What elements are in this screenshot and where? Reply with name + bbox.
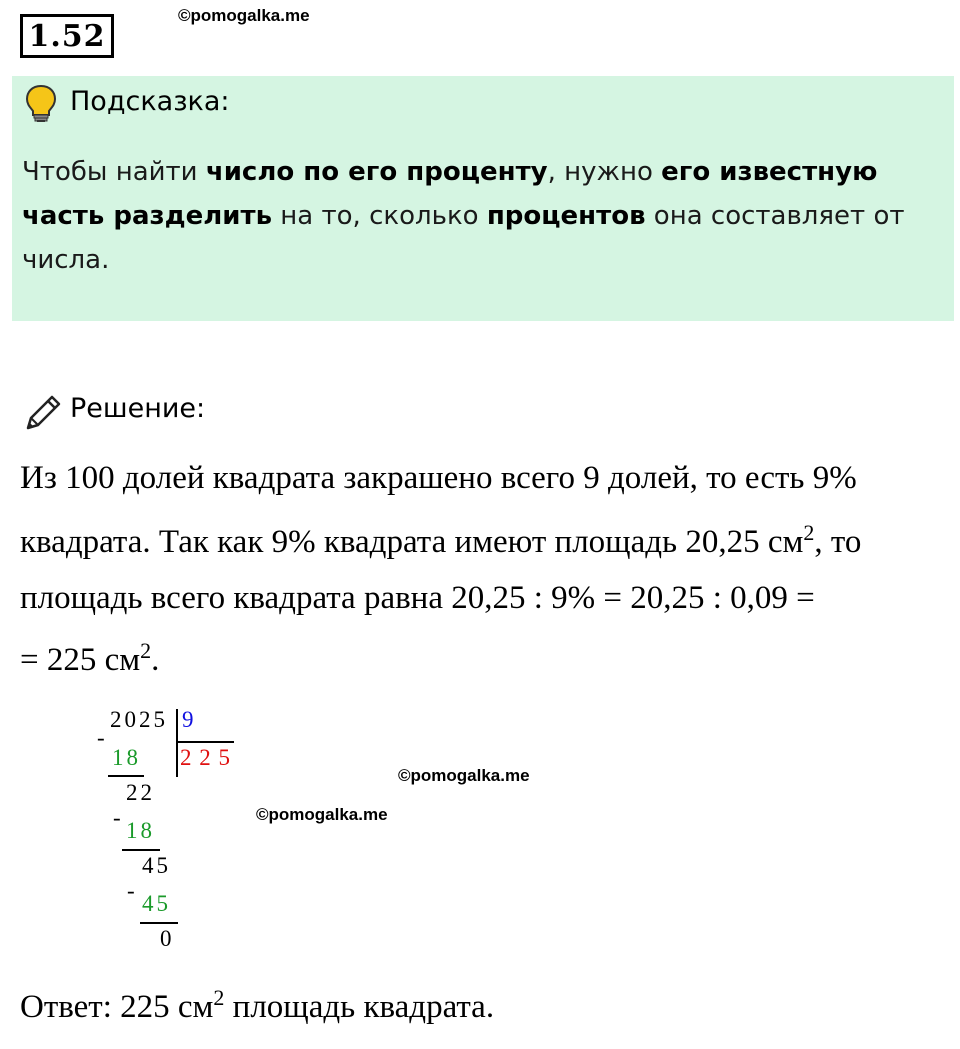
watermark-mid-2: ©pomogalka.me — [256, 805, 388, 824]
solution-title: Решение: — [70, 393, 206, 424]
minus-sign-3: - — [127, 878, 138, 903]
lightbulb-icon — [24, 84, 58, 128]
divisor: 9 — [182, 707, 197, 732]
subtrahend-1: 18 — [112, 745, 141, 770]
subtrahend-3: 45 — [142, 891, 171, 916]
hint-text: Чтобы найти число по его проценту, нужно его известную часть разделить на то, сколько процентов она составляет от числа. — [22, 157, 905, 275]
dividend: 2025 — [110, 707, 168, 732]
minus-sign-1: - — [97, 725, 108, 750]
watermark-mid-1: ©pomogalka.me — [398, 766, 530, 785]
solution-line-1: Из 100 долей квадрата закрашено всего 9 долей, то есть 9% — [20, 460, 857, 496]
problem-number: 1.52 — [20, 14, 114, 58]
solution-line-4: = 225 $см^2$. — [20, 638, 160, 678]
hint-title: Подсказка: — [70, 86, 230, 117]
remainder-1: 22 — [126, 780, 155, 805]
answer-line: Ответ: 225 $см^2$ площадь квадрата. — [20, 985, 495, 1025]
solution-line-3: площадь всего квадрата равна 20,25 : 9% = 20,25 : 0,09 = — [20, 580, 815, 616]
quotient: 2 2 5 — [180, 745, 231, 770]
remainder-2: 45 — [142, 853, 171, 878]
subtrahend-2: 18 — [126, 818, 155, 843]
remainder-3: 0 — [160, 926, 175, 951]
watermark-top: ©pomogalka.me — [178, 6, 310, 25]
minus-sign-2: - — [113, 805, 124, 830]
pencil-icon — [22, 392, 64, 438]
solution-line-2: квадрата. Так как 9% квадрата имеют площадь 20,25 $см^2$, то — [20, 520, 862, 560]
